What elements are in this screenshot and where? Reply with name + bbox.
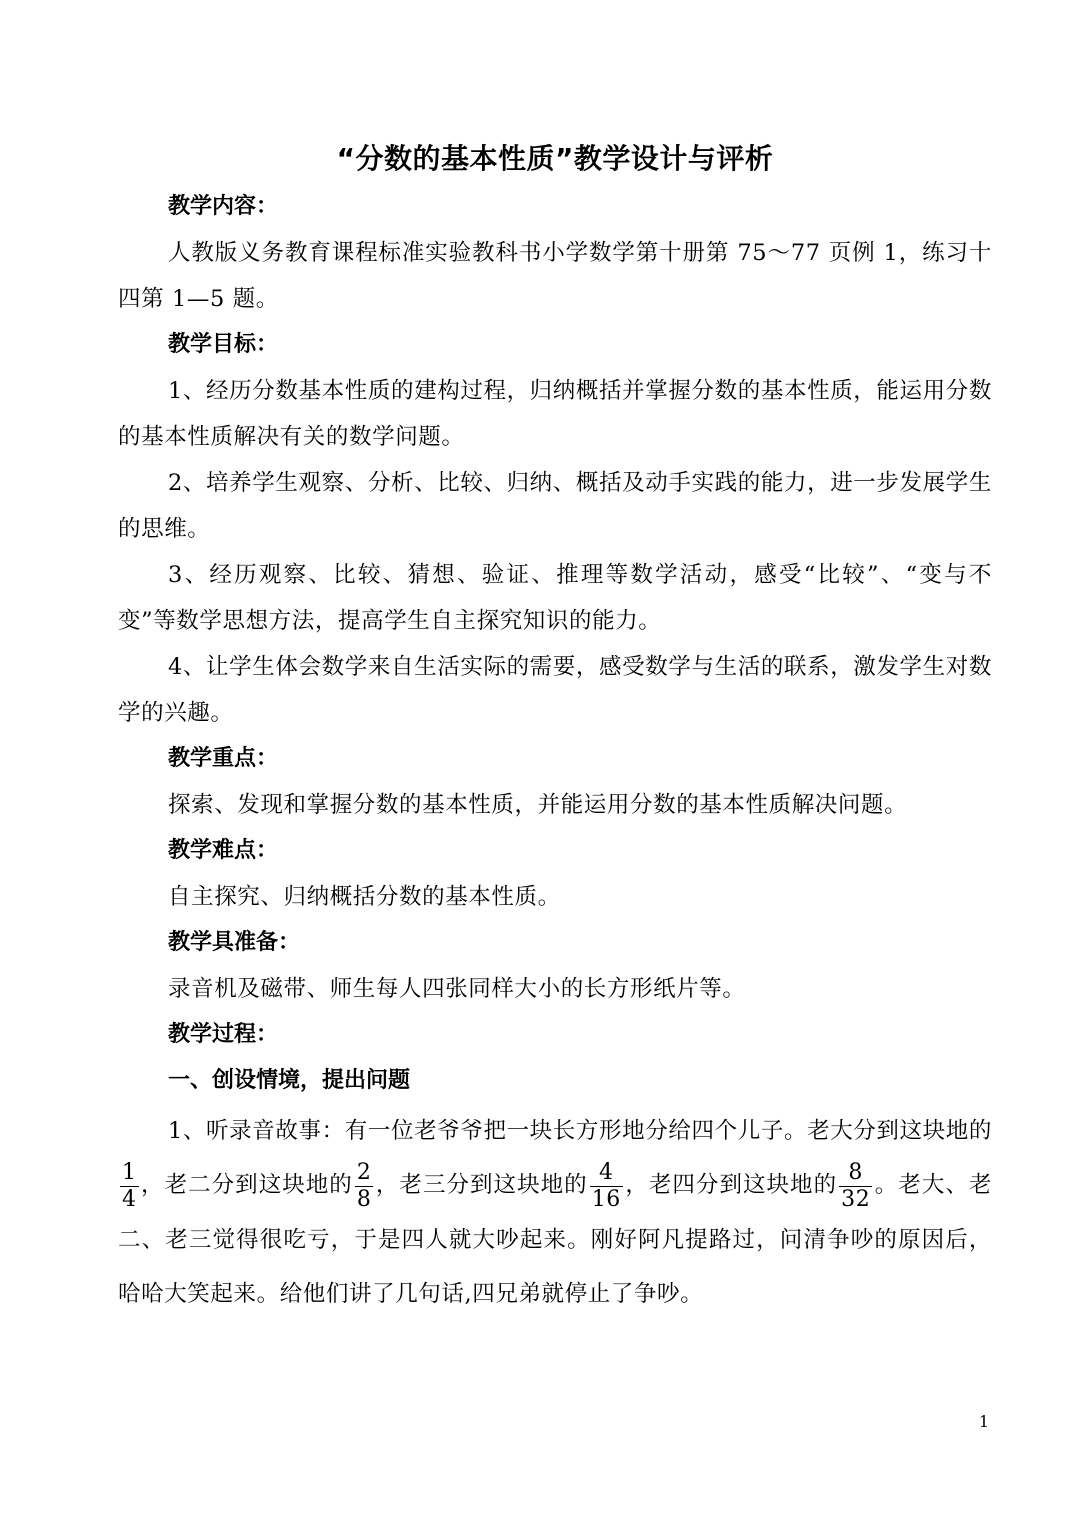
fraction-denominator: 32 <box>841 1186 871 1212</box>
section-heading-difficulty: 教学难点： <box>168 838 279 863</box>
story-text: ，老二分到这块地的 <box>140 1172 353 1198</box>
difficulty-paragraph: 自主探究、归纳概括分数的基本性质。 <box>168 884 561 910</box>
document-title: “分数的基本性质”教学设计与评析 <box>336 142 774 175</box>
fraction-denominator: 8 <box>356 1186 372 1212</box>
fraction-denominator: 4 <box>122 1186 137 1212</box>
section-heading-process: 教学过程： <box>168 1022 279 1047</box>
goal-item: 4、让学生体会数学来自生活实际的需要，感受数学与生活的联系，激发学生对数学的兴趣。 <box>118 654 992 726</box>
step-heading: 一、创设情境，提出问题 <box>168 1068 411 1093</box>
document-body <box>118 138 992 1321</box>
fraction-denominator: 16 <box>591 1186 621 1212</box>
key-paragraph: 探索、发现和掌握分数的基本性质，并能运用分数的基本性质解决问题。 <box>168 792 908 818</box>
fraction-numerator: 4 <box>590 1160 623 1187</box>
goal-item: 1、经历分数基本性质的建构过程，归纳概括并掌握分数的基本性质，能运用分数的基本性质解决有关的数学问题。 <box>118 378 992 450</box>
section-heading-key: 教学重点： <box>168 746 279 771</box>
story-text: 。老大、老二、老三觉得很吃亏，于是四人就大吵起来。刚好阿凡提路过，问清争吵的原因后，哈哈大笑起来。给他们讲了几句话,四兄弟就停止了争吵。 <box>118 1172 992 1307</box>
section-heading-goals: 教学目标： <box>168 332 279 357</box>
fraction-numerator: 2 <box>356 1159 372 1185</box>
tools-paragraph: 录音机及磁带、师生每人四张同样大小的长方形纸片等。 <box>168 976 746 1002</box>
fraction-numerator: 8 <box>839 1160 872 1187</box>
goal-item: 2、培养学生观察、分析、比较、归纳、概括及动手实践的能力，进一步发展学生的思维。 <box>118 470 992 542</box>
fraction <box>120 1160 139 1213</box>
content-paragraph: 人教版义务教育课程标准实验教科书小学数学第十册第 75～77 页例 1，练习十四第 1—5 题。 <box>118 240 992 312</box>
goal-item: 3、经历观察、比较、猜想、验证、推理等数学活动，感受“比较”、“变与不变”等数学思想方法，提高学生自主探究知识的能力。 <box>118 562 992 634</box>
section-heading-content: 教学内容： <box>168 194 279 219</box>
page-number: 1 <box>978 1412 989 1431</box>
fraction <box>590 1160 623 1213</box>
story-text: ，老四分到这块地的 <box>624 1172 838 1198</box>
section-heading-tools: 教学具准备： <box>168 930 301 955</box>
fraction-numerator: 1 <box>122 1159 137 1185</box>
fraction <box>839 1160 872 1213</box>
story-paragraph <box>118 1104 992 1321</box>
story-text: ，老三分到这块地的 <box>375 1172 588 1198</box>
story-text: 1、听录音故事：有一位老爷爷把一块长方形地分给四个儿子。老大分到这块地的 <box>168 1118 992 1144</box>
fraction <box>355 1160 374 1213</box>
